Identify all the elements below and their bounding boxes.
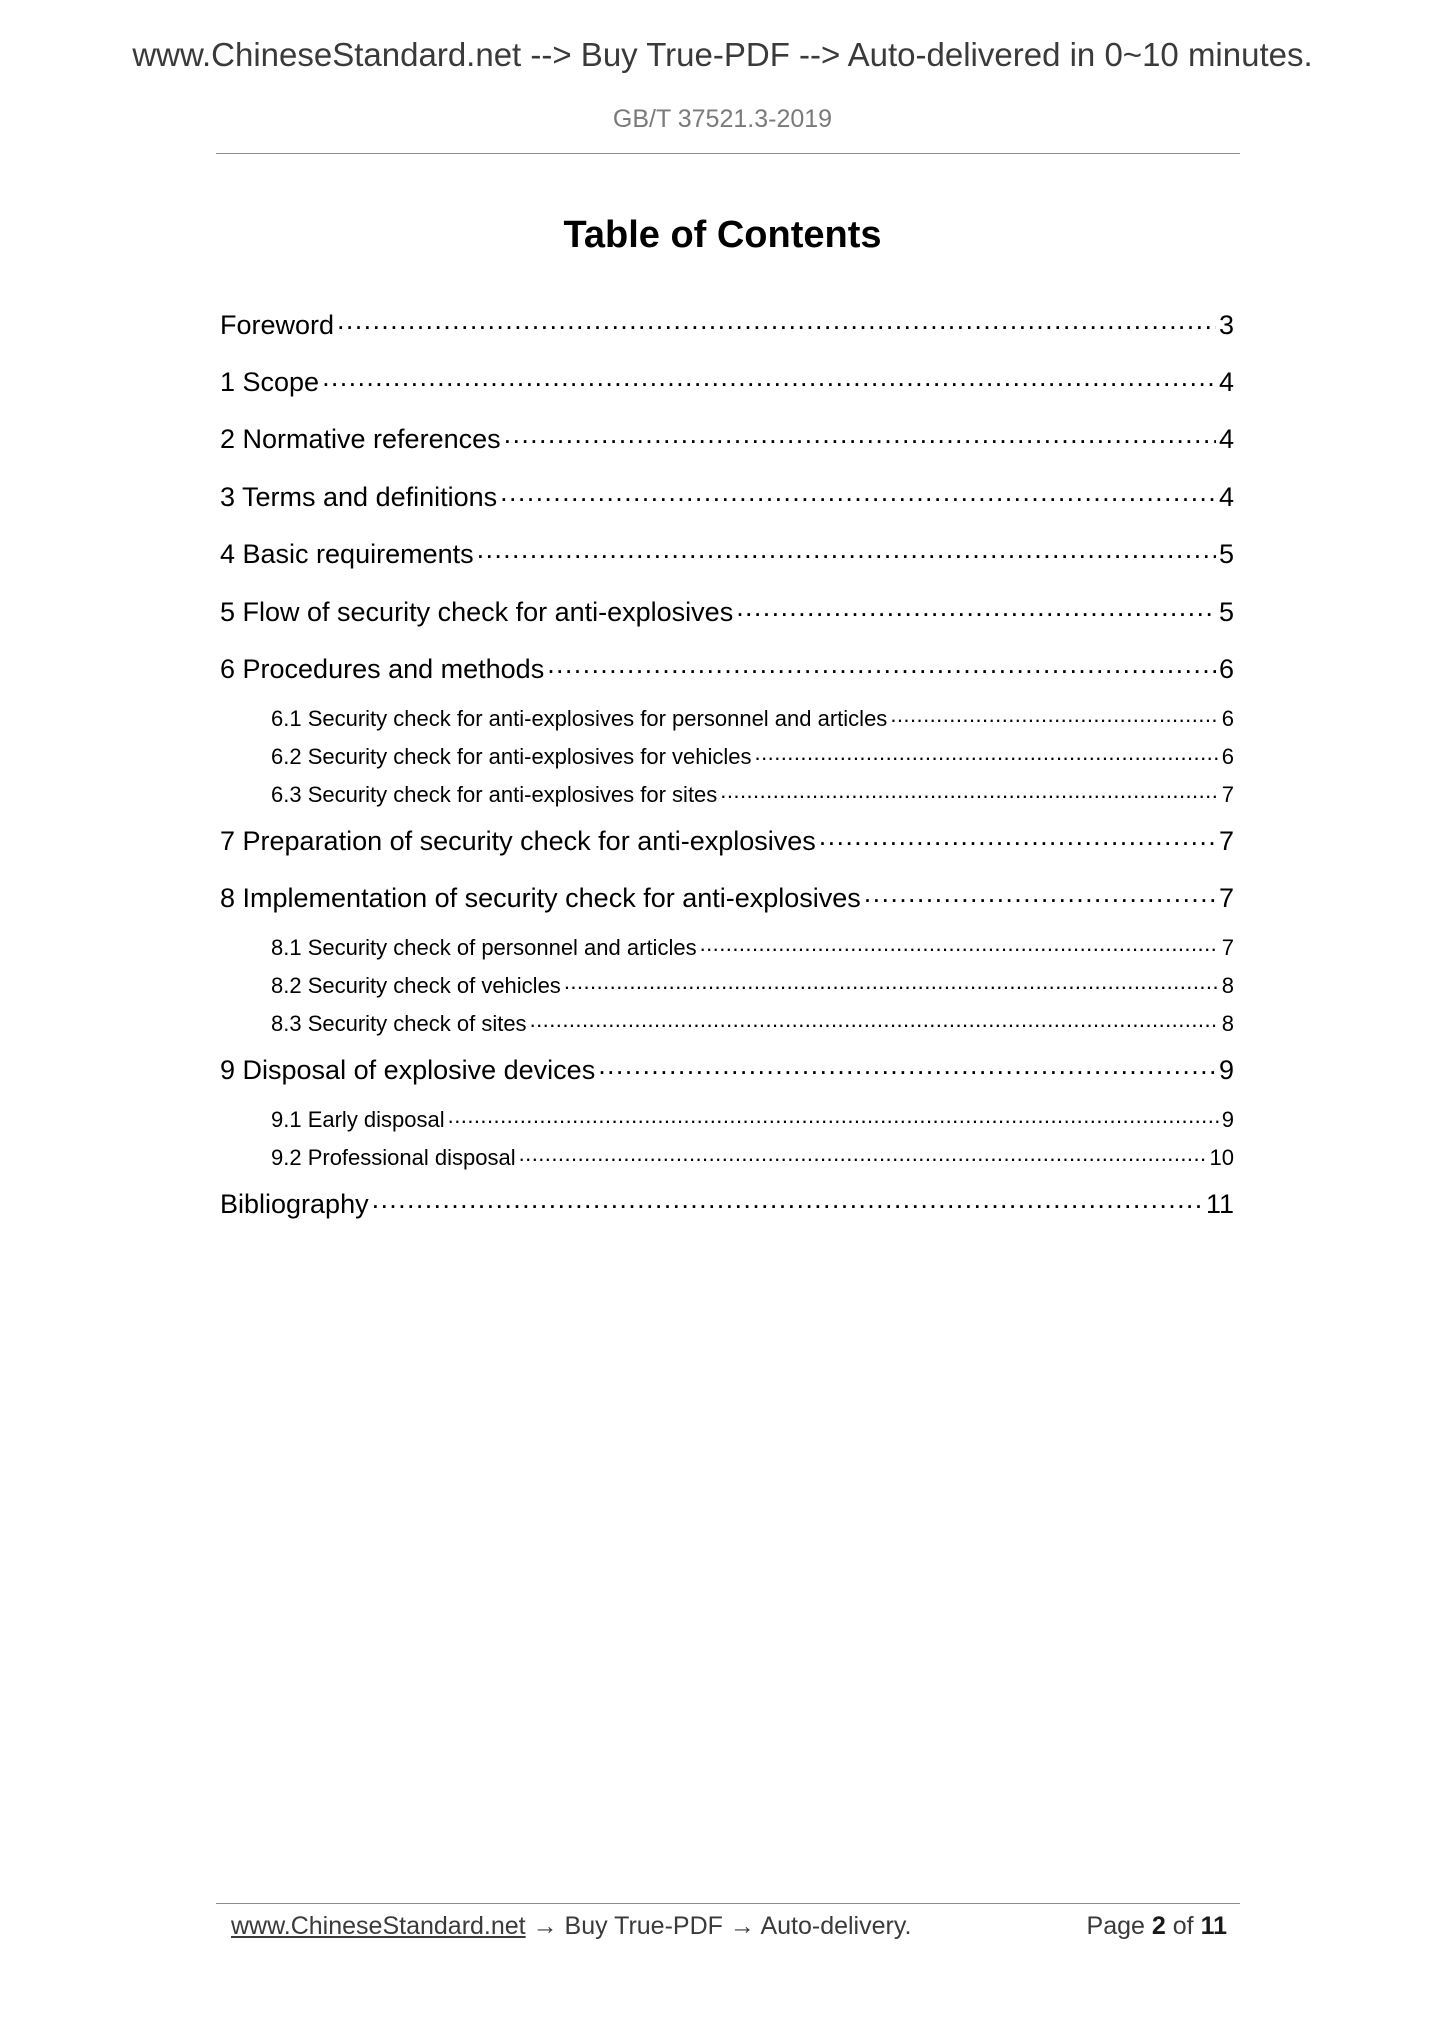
toc-entry-label: 8.1 Security check of personnel and articles — [271, 935, 697, 960]
toc-entry[interactable] — [220, 307, 1234, 341]
toc-entry-label: 9 Disposal of explosive devices — [220, 1055, 596, 1085]
toc-leader-dots — [504, 421, 1216, 448]
toc-entry[interactable] — [220, 1052, 1234, 1086]
toc-entry[interactable] — [220, 536, 1234, 570]
toc-entry-label: 4 Basic requirements — [220, 539, 474, 569]
toc-entry[interactable] — [220, 880, 1234, 914]
toc-entry-label: 2 Normative references — [220, 424, 501, 454]
toc-entry-label: 6.1 Security check for anti-explosives for personnel and articles — [271, 706, 888, 731]
page-total: 11 — [1200, 1912, 1227, 1940]
arrow-right-icon: → — [729, 1912, 755, 1940]
toc-leader-dots — [372, 1186, 1203, 1213]
toc-entry-page: 9 — [1221, 1107, 1234, 1132]
toc-entry-page: 4 — [1218, 482, 1234, 512]
toc-entry-page: 10 — [1209, 1145, 1234, 1170]
toc-leader-dots — [337, 307, 1216, 334]
toc-entry[interactable] — [220, 421, 1234, 455]
toc-subentry[interactable] — [271, 1009, 1234, 1037]
toc-entry-label: Foreword — [220, 310, 335, 340]
toc-entry[interactable] — [220, 594, 1234, 628]
toc-entry-page: 3 — [1218, 310, 1234, 340]
toc-leader-dots — [322, 364, 1216, 391]
footer-promo — [231, 1906, 911, 1946]
toc-entry-label: 8 Implementation of security check for anti-explosives — [220, 883, 861, 913]
document-code: GB/T 37521.3-2019 — [612, 105, 833, 133]
page-of: of — [1172, 1912, 1194, 1940]
toc-entry-page: 6 — [1221, 744, 1234, 769]
toc-subentry[interactable] — [271, 1143, 1234, 1171]
arrow-right-icon: → — [532, 1912, 558, 1940]
toc-entry-label: 3 Terms and definitions — [220, 482, 498, 512]
toc-entry-page: 4 — [1218, 424, 1234, 454]
toc-subentry[interactable] — [271, 971, 1234, 999]
toc-entry-page: 5 — [1218, 597, 1234, 627]
toc-entry-label: 6.3 Security check for anti-explosives for sites — [271, 782, 718, 807]
toc-entry-label: 5 Flow of security check for anti-explosives — [220, 597, 734, 627]
toc-entry-page: 11 — [1205, 1189, 1234, 1219]
toc-leader-dots — [700, 933, 1219, 955]
toc-leader-dots — [500, 479, 1216, 506]
toc-entry-label: 8.3 Security check of sites — [271, 1011, 527, 1036]
toc-entry-page: 8 — [1221, 973, 1234, 998]
page-label: Page — [1086, 1912, 1145, 1940]
toc-entry-label: 6.2 Security check for anti-explosives for vehicles — [271, 744, 752, 769]
toc-entry-page: 9 — [1218, 1055, 1234, 1085]
toc-leader-dots — [519, 1143, 1207, 1165]
toc-entry-label: 6 Procedures and methods — [220, 654, 545, 684]
toc-leader-dots — [530, 1009, 1219, 1031]
footer-promo-text-end: Auto-delivery. — [760, 1912, 912, 1940]
toc-leader-dots — [736, 594, 1216, 621]
toc-leader-dots — [564, 971, 1219, 993]
toc-entry-label: 1 Scope — [220, 367, 320, 397]
toc-entry-label: 9.2 Professional disposal — [271, 1145, 516, 1170]
toc-leader-dots — [819, 823, 1216, 850]
toc-subentry[interactable] — [271, 704, 1234, 732]
toc-leader-dots — [547, 651, 1216, 678]
footer-divider — [216, 1903, 1240, 1904]
toc-title: Table of Contents — [563, 214, 882, 256]
toc-entry[interactable] — [220, 1186, 1234, 1220]
footer-site-link[interactable]: www.ChineseStandard.net — [231, 1912, 526, 1940]
footer-promo-text: Buy True-PDF — [564, 1912, 723, 1940]
toc-leader-dots — [755, 742, 1219, 764]
toc-leader-dots — [890, 704, 1218, 726]
toc-entry-page: 8 — [1221, 1011, 1234, 1036]
toc-leader-dots — [477, 536, 1216, 563]
toc-entry-page: 6 — [1221, 706, 1234, 731]
toc-entry-page: 7 — [1221, 782, 1234, 807]
toc-entry-label: 7 Preparation of security check for anti-explosives — [220, 826, 816, 856]
toc-entry-page: 4 — [1218, 367, 1234, 397]
toc-entry[interactable] — [220, 823, 1234, 857]
toc-entry-page: 6 — [1218, 654, 1234, 684]
toc-subentry[interactable] — [271, 933, 1234, 961]
toc-leader-dots — [864, 880, 1216, 907]
toc-entry[interactable] — [220, 364, 1234, 398]
page-current: 2 — [1151, 1912, 1166, 1940]
toc-subentry[interactable] — [271, 742, 1234, 770]
toc-subentry[interactable] — [271, 1105, 1234, 1133]
toc-leader-dots — [720, 780, 1218, 802]
toc-entry[interactable] — [220, 479, 1234, 513]
toc-entry-label: Bibliography — [220, 1189, 369, 1219]
toc-entry-page: 7 — [1221, 935, 1234, 960]
toc-entry-page: 5 — [1218, 539, 1234, 569]
top-banner: www.ChineseStandard.net --> Buy True-PDF --> Auto-delivered in 0~10 minutes. — [132, 36, 1313, 73]
toc-entry[interactable] — [220, 651, 1234, 685]
toc-leader-dots — [448, 1105, 1219, 1127]
toc-entry-label: 9.1 Early disposal — [271, 1107, 445, 1132]
page-footer — [216, 1906, 1240, 1946]
toc-entry-label: 8.2 Security check of vehicles — [271, 973, 561, 998]
toc-leader-dots — [598, 1052, 1216, 1079]
page-number — [1087, 1906, 1227, 1946]
toc-entry-page: 7 — [1218, 883, 1234, 913]
header-divider — [216, 153, 1240, 154]
toc-entry-page: 7 — [1218, 826, 1234, 856]
toc-subentry[interactable] — [271, 780, 1234, 808]
